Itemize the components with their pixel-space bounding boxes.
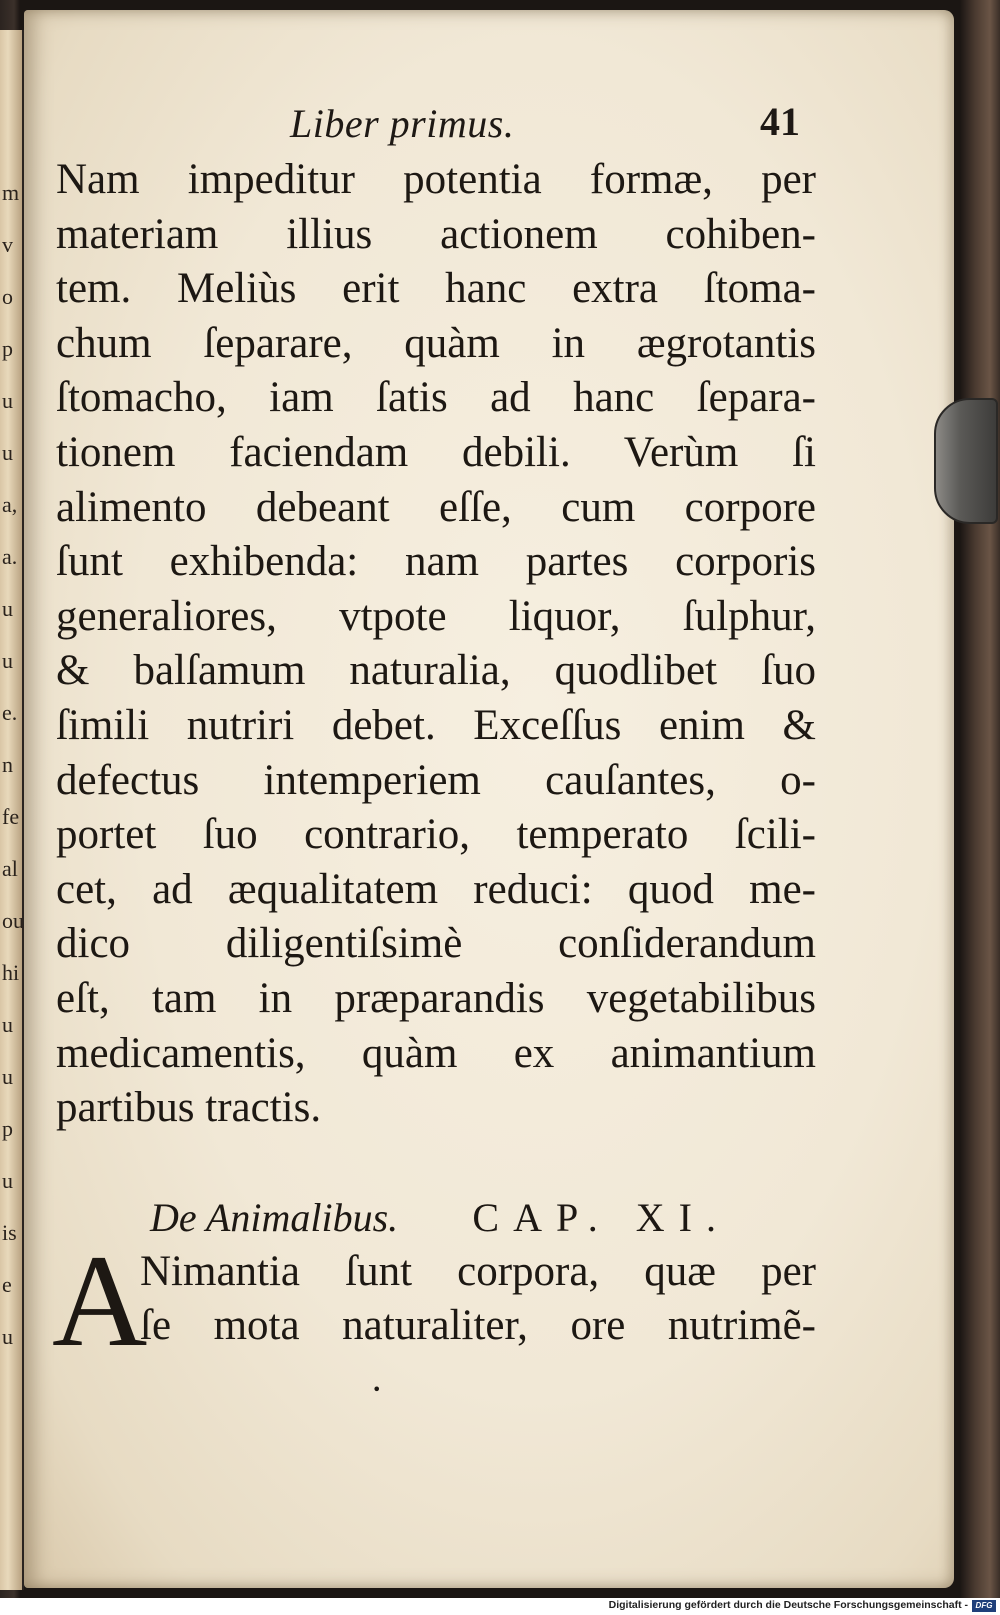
page-number: 41 bbox=[760, 99, 800, 144]
chapter-number: CAP. XI. bbox=[472, 1195, 730, 1240]
funding-credit: Digitalisierung gefördert durch die Deutsche Forschungsgemeinschaft - bbox=[608, 1599, 968, 1611]
text-line: generaliores, vtpote liquor, ſulphur, bbox=[56, 592, 816, 640]
margin-fragment: u bbox=[2, 648, 13, 673]
margin-fragment: u bbox=[2, 388, 13, 413]
text-line: chum ſeparare, quàm in ægrotantis bbox=[56, 319, 816, 367]
drop-cap: A bbox=[52, 1227, 148, 1374]
margin-fragment: u bbox=[2, 1324, 13, 1349]
text-line: ſimili nutriri debet. Exceſſus enim & bbox=[56, 702, 816, 749]
margin-fragment: u bbox=[2, 1168, 13, 1193]
text-line: alimento debeant eſſe, cum corpore bbox=[56, 483, 816, 531]
text-line: tem. Meliùs erit hanc extra ſtoma- bbox=[56, 265, 816, 313]
margin-fragment: a, bbox=[2, 492, 18, 517]
chapter-subject: De Animalibus. bbox=[150, 1195, 399, 1240]
text-line: eſt, tam in præparandis vegetabilibus bbox=[56, 975, 816, 1022]
margin-fragment: hi bbox=[2, 960, 20, 985]
text-line: cet, ad æqualitatem reduci: quod me- bbox=[56, 865, 816, 913]
running-title: Liber primus. bbox=[290, 101, 515, 146]
margin-fragment: is bbox=[2, 1220, 17, 1245]
text-line: dico diligentiſsimè conſiderandum bbox=[56, 920, 816, 968]
margin-fragment: al bbox=[2, 856, 18, 881]
margin-fragment: e. bbox=[2, 700, 18, 725]
chapter-text-line: ſe mota naturaliter, ore nutrimẽ- bbox=[140, 1302, 816, 1349]
text-line: defectus intemperiem cauſantes, o- bbox=[56, 756, 816, 804]
margin-fragment: u bbox=[2, 596, 13, 621]
book-clasp bbox=[934, 398, 998, 524]
text-line: tionem faciendam debili. Verùm ſi bbox=[56, 429, 816, 476]
text-line: Nam impeditur potentia formæ, per bbox=[56, 156, 816, 203]
text-line: portet ſuo contrario, temperato ſcili- bbox=[56, 811, 816, 859]
margin-fragment: ou bbox=[2, 908, 24, 933]
margin-fragment: m bbox=[2, 180, 20, 205]
margin-fragment: v bbox=[2, 232, 13, 257]
margin-fragment: n bbox=[2, 752, 13, 777]
dfg-logo: DFG bbox=[972, 1600, 996, 1612]
margin-fragment: o bbox=[2, 284, 13, 309]
text-line: ſunt exhibenda: nam partes corporis bbox=[56, 538, 816, 586]
signature-mark: • bbox=[372, 1380, 382, 1399]
margin-fragment: u bbox=[2, 1012, 13, 1037]
margin-fragment: u bbox=[2, 440, 13, 465]
margin-fragment: e bbox=[2, 1272, 12, 1297]
digitization-footer bbox=[0, 1598, 1000, 1615]
margin-fragment: p bbox=[2, 1116, 13, 1141]
margin-fragment: p bbox=[2, 336, 13, 361]
text-line: ſtomacho, iam ſatis ad hanc ſepara- bbox=[56, 374, 816, 422]
margin-fragment: fe bbox=[2, 804, 20, 829]
chapter-text-line: Nimantia ſunt corpora, quæ per bbox=[140, 1248, 816, 1295]
margin-fragment: u bbox=[2, 1064, 13, 1089]
text-line: medicamentis, quàm ex animantium bbox=[56, 1029, 816, 1077]
text-line: partibus tractis. bbox=[56, 1084, 322, 1132]
text-line: & balſamum naturalia, quodlibet ſuo bbox=[56, 647, 816, 695]
adjacent-page-edge bbox=[0, 30, 24, 1590]
margin-fragment: a. bbox=[2, 544, 18, 569]
text-line: materiam illius actionem cohiben- bbox=[56, 210, 816, 258]
chapter-heading bbox=[150, 1194, 730, 1241]
